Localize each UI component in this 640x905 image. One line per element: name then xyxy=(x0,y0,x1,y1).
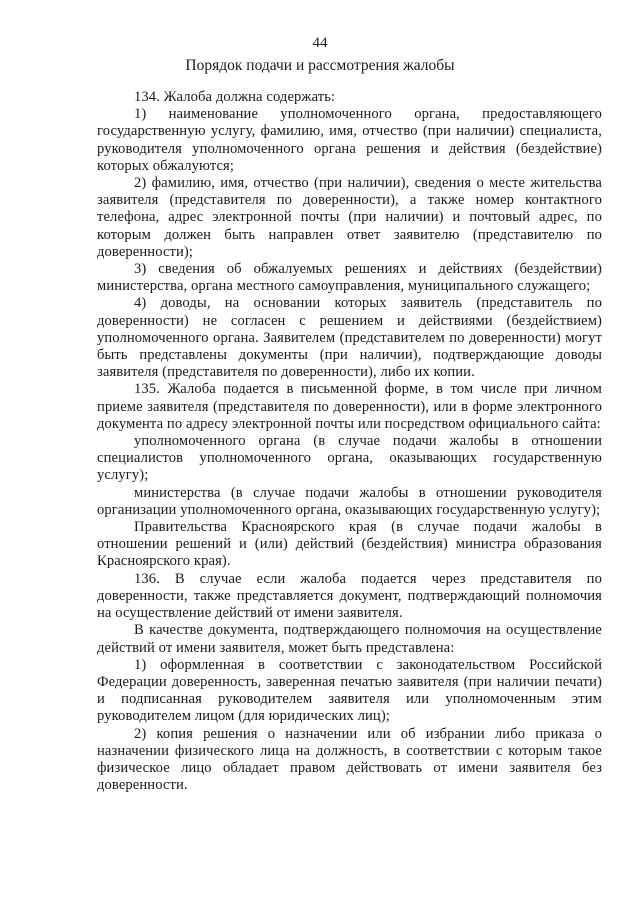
paragraph-136-intro: В качестве документа, подтверждающего полномочия на осуществление действий от имени заявителя, может быть представлена: xyxy=(97,622,602,656)
paragraph-135-item-government: Правительства Красноярского края (в случае подачи жалобы в отношении решений и (или) действий (бездействия) министра образования Красноярского края). xyxy=(97,519,602,570)
paragraph-135-item-authorized-body: уполномоченного органа (в случае подачи жалобы в отношении специалистов уполномоченного органа, оказывающих государственную услугу); xyxy=(97,433,602,484)
section-heading: Порядок подачи и рассмотрения жалобы xyxy=(185,57,455,74)
paragraph-134: 134. Жалоба должна содержать: xyxy=(134,89,336,105)
paragraph-136-item-2: 2) копия решения о назначении или об избрании либо приказа о назначении физического лица на должность, в соответствии с которым такое физическое лицо обладает правом действовать от имени заявителя без доверенности. xyxy=(97,725,602,794)
paragraph-134-item-2: 2) фамилию, имя, отчество (при наличии), сведения о месте жительства заявителя (представителя по доверенности), а также номер контактного телефона, адрес электронной почты (при наличии) и почтовый адрес, по которым должен быть направлен ответ заявителю (представителю по доверенности); xyxy=(97,175,602,260)
paragraph-134-item-4: 4) доводы, на основании которых заявитель (представитель по доверенности) не согласен с решением и действиями (бездействием) уполномоченного органа. Заявителем (представителем по доверенности) могут быть представлены документы (при наличии), подтверждающие доводы заявителя (представителя по доверенности), либо их копии. xyxy=(97,295,602,381)
paragraph-135-item-ministry: министерства (в случае подачи жалобы в отношении руководителя организации уполномоченного органа, оказывающих государственную услугу); xyxy=(97,484,602,518)
paragraph-134-item-3: 3) сведения об обжалуемых решениях и действиях (бездействии) министерства, органа местного самоуправления, муниципального служащего; xyxy=(97,261,602,295)
paragraph-136: 136. В случае если жалоба подается через представителя по доверенности, также представляется документ, подтверждающий полномочия на осуществление действий от имени заявителя. xyxy=(97,570,602,622)
page-number: 44 xyxy=(312,35,328,51)
document-body xyxy=(97,89,602,794)
paragraph-136-item-1: 1) оформленная в соответствии с законодательством Российской Федерации доверенность, заверенная печатью заявителя (при наличии печати) и подписанная руководителем заявителя или уполномоченным этим руководителем лицом (для юридических лиц); xyxy=(97,656,602,725)
paragraph-135: 135. Жалоба подается в письменной форме, в том числе при личном приеме заявителя (представителя по доверенности), или в форме электронного документа по адресу электронной почты или посредством официального сайта: xyxy=(97,381,602,432)
paragraph-134-item-1: 1) наименование уполномоченного органа, предоставляющего государственную услугу, фамилию, имя, отчество (при наличии) специалиста, руководителя уполномоченного органа решения и действия (бездействие) которых обжалуются; xyxy=(97,106,602,174)
